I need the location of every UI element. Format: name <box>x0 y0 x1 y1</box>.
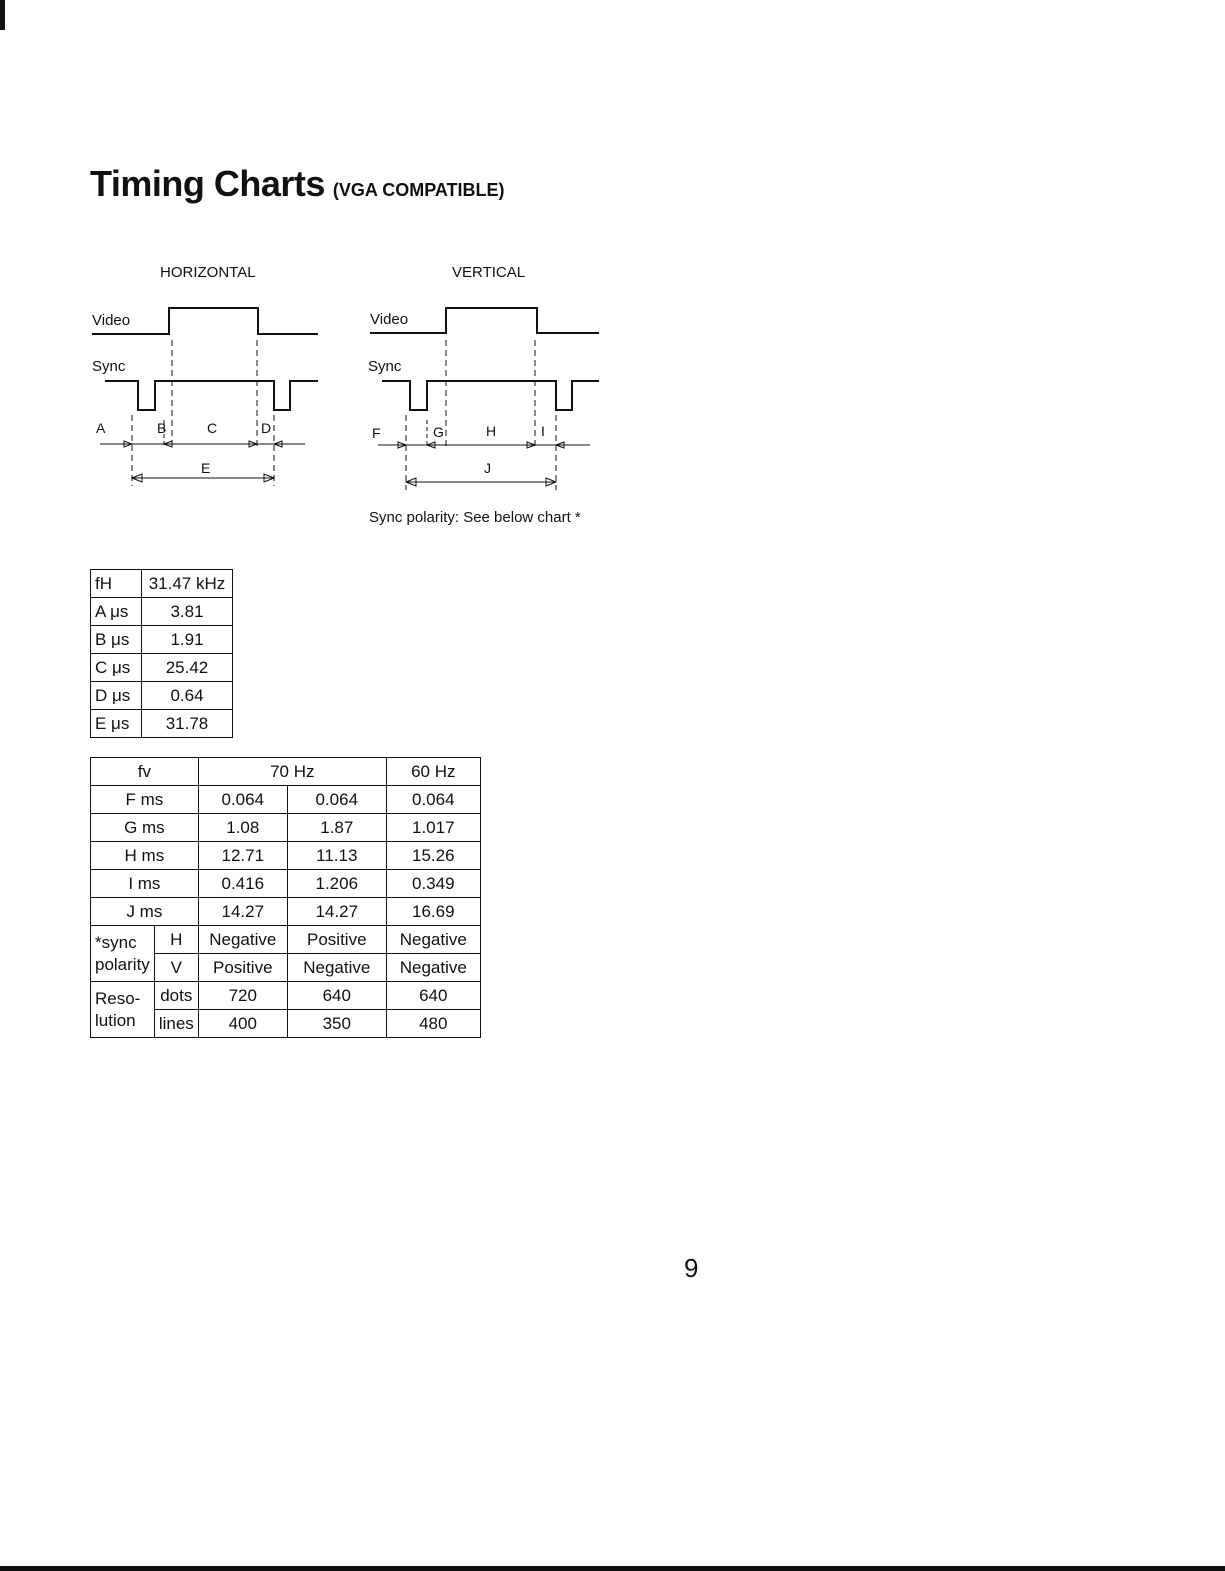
cell-70hz-b: 14.27 <box>287 898 386 926</box>
cell-60hz: 16.69 <box>386 898 480 926</box>
cell-60hz: 0.349 <box>386 870 480 898</box>
70hz-header: 70 Hz <box>198 758 386 786</box>
h-row-key: E μs <box>91 710 142 738</box>
h-row-key: D μs <box>91 682 142 710</box>
vertical-heading: VERTICAL <box>452 264 526 281</box>
row-label: H ms <box>91 842 199 870</box>
title-sub: (VGA COMPATIBLE) <box>332 180 505 200</box>
table-row <box>91 870 481 898</box>
cell-70hz-a: 1.08 <box>198 814 287 842</box>
row-label: I ms <box>91 870 199 898</box>
table-row <box>91 814 481 842</box>
table-row <box>91 682 233 710</box>
horizontal-heading: HORIZONTAL <box>160 264 256 281</box>
sync-h-label: H <box>154 926 198 954</box>
cell-70hz-b: 11.13 <box>287 842 386 870</box>
horizontal-label-e: E <box>201 460 211 476</box>
h-row-key: C μs <box>91 654 142 682</box>
lines-label: lines <box>154 1010 198 1038</box>
cell-70hz-b: 350 <box>287 1010 386 1038</box>
table-row <box>91 926 481 954</box>
h-row-key: fH <box>91 570 142 598</box>
vertical-sync-waveform <box>382 381 599 410</box>
sync-label-top: *sync <box>95 932 137 952</box>
cell-60hz: 0.064 <box>386 786 480 814</box>
h-row-value: 31.47 kHz <box>142 570 233 598</box>
cell-70hz-a: 0.416 <box>198 870 287 898</box>
sync-v-label: V <box>154 954 198 982</box>
h-row-value: 1.91 <box>142 626 233 654</box>
horizontal-video-label: Video <box>92 312 131 329</box>
cell-70hz-a: 14.27 <box>198 898 287 926</box>
cell-70hz-b: 1.206 <box>287 870 386 898</box>
row-label: J ms <box>91 898 199 926</box>
h-row-value: 0.64 <box>142 682 233 710</box>
cell-70hz-b: Negative <box>287 954 386 982</box>
sync-polarity-label <box>91 926 155 982</box>
horizontal-sync-label: Sync <box>92 358 126 375</box>
resolution-label-bottom: lution <box>95 1010 136 1030</box>
vertical-video-waveform <box>370 308 599 333</box>
dots-label: dots <box>154 982 198 1010</box>
vertical-label-g: G <box>433 424 444 440</box>
table-row <box>91 842 481 870</box>
table-row <box>91 570 233 598</box>
table-row <box>91 898 481 926</box>
table-header-row <box>91 758 481 786</box>
sync-polarity-note: Sync polarity: See below chart * <box>369 509 581 526</box>
cell-60hz: 640 <box>386 982 480 1010</box>
row-label: G ms <box>91 814 199 842</box>
resolution-label <box>91 982 155 1038</box>
cell-60hz: Negative <box>386 954 480 982</box>
cell-60hz: 1.017 <box>386 814 480 842</box>
vertical-timing-table <box>90 757 481 1038</box>
vertical-label-i: I <box>541 423 545 439</box>
table-row <box>91 598 233 626</box>
cell-70hz-b: 0.064 <box>287 786 386 814</box>
h-row-value: 3.81 <box>142 598 233 626</box>
row-label: F ms <box>91 786 199 814</box>
cell-70hz-b: 640 <box>287 982 386 1010</box>
h-row-value: 31.78 <box>142 710 233 738</box>
cell-70hz-a: 720 <box>198 982 287 1010</box>
horizontal-label-d: D <box>261 420 272 436</box>
page-number: 9 <box>684 1253 699 1283</box>
vertical-label-j: J <box>484 460 491 476</box>
table-row <box>91 786 481 814</box>
cell-70hz-a: 0.064 <box>198 786 287 814</box>
title-main: Timing Charts <box>90 163 325 204</box>
scan-bottom-edge <box>0 1566 1225 1571</box>
h-row-key: A μs <box>91 598 142 626</box>
60hz-header: 60 Hz <box>386 758 480 786</box>
vertical-timing-diagram <box>0 0 610 500</box>
vertical-video-label: Video <box>370 311 409 328</box>
table-row <box>91 626 233 654</box>
cell-70hz-a: 12.71 <box>198 842 287 870</box>
horizontal-timing-table <box>90 569 233 738</box>
h-row-key: B μs <box>91 626 142 654</box>
cell-60hz: Negative <box>386 926 480 954</box>
horizontal-label-c: C <box>207 420 218 436</box>
table-row <box>91 710 233 738</box>
cell-70hz-b: Positive <box>287 926 386 954</box>
cell-60hz: 15.26 <box>386 842 480 870</box>
vertical-label-f: F <box>372 425 381 441</box>
vertical-sync-label: Sync <box>368 358 402 375</box>
resolution-label-top: Reso- <box>95 988 141 1008</box>
fv-header: fv <box>91 758 199 786</box>
horizontal-label-b: B <box>157 420 167 436</box>
cell-60hz: 480 <box>386 1010 480 1038</box>
table-row <box>91 982 481 1010</box>
h-row-value: 25.42 <box>142 654 233 682</box>
sync-label-bottom: polarity <box>95 954 150 974</box>
cell-70hz-b: 1.87 <box>287 814 386 842</box>
cell-70hz-a: Negative <box>198 926 287 954</box>
vertical-label-h: H <box>486 423 497 439</box>
cell-70hz-a: 400 <box>198 1010 287 1038</box>
horizontal-label-a: A <box>96 420 106 436</box>
table-row <box>91 654 233 682</box>
cell-70hz-a: Positive <box>198 954 287 982</box>
